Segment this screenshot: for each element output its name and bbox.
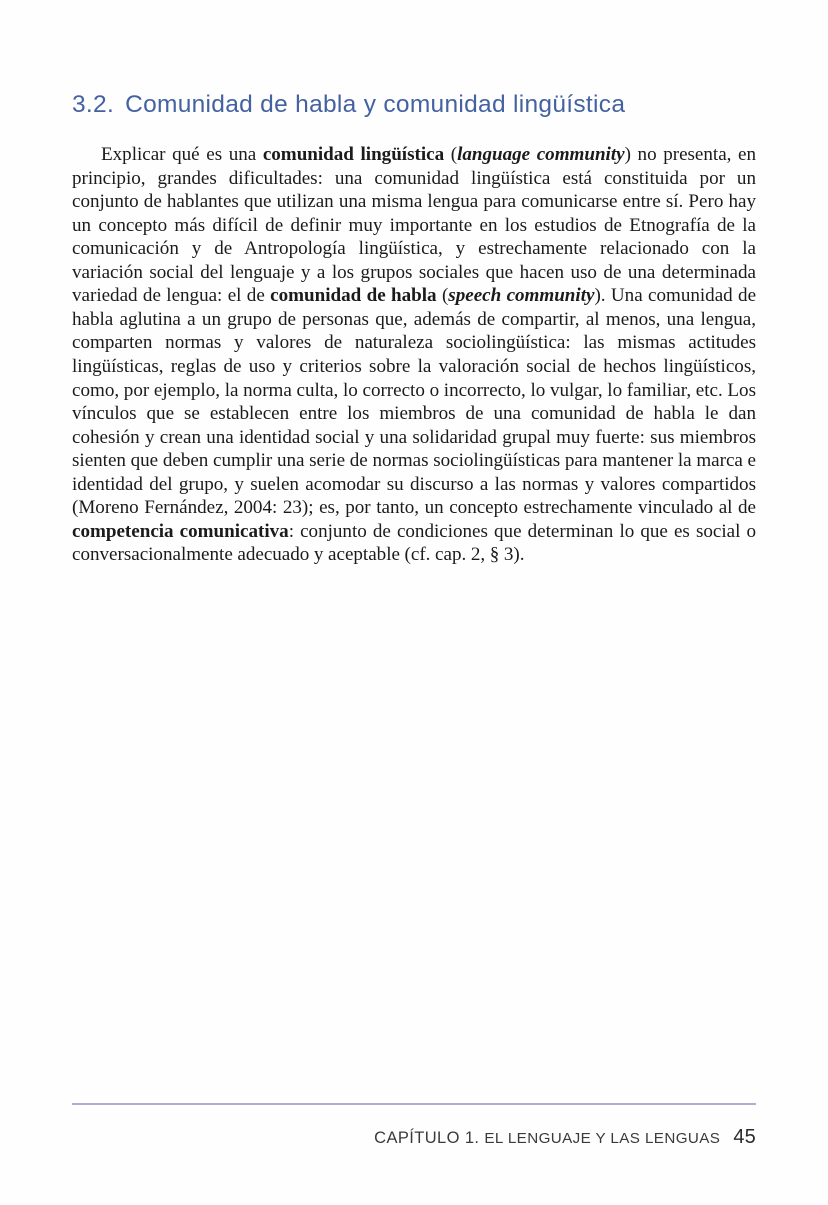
section-number: 3.2. bbox=[72, 91, 115, 119]
section-title: Comunidad de habla y comunidad lingüística bbox=[125, 91, 626, 119]
page-number: 45 bbox=[733, 1126, 756, 1148]
footer-chapter-title: EL LENGUAJE Y LAS LENGUAS bbox=[484, 1130, 721, 1147]
text-run: Explicar qué es una bbox=[101, 144, 263, 166]
emphasis-bold-italic: language community bbox=[457, 144, 625, 166]
text-run: ( bbox=[436, 285, 449, 307]
emphasis-bold-italic: speech community bbox=[448, 285, 595, 307]
emphasis-bold bbox=[457, 144, 625, 165]
footer-divider bbox=[72, 1103, 756, 1105]
emphasis-bold bbox=[448, 285, 594, 306]
text-run: ). Una comunidad de habla aglutina a un grupo de personas que, además de compartir, al menos, una lengua, comparten normas y valores de naturaleza sociolingüística: las mismas actitudes lingüísticas, reglas de uso y criterios sobre la valoración social de hechos lingüísticos, como, por ejemplo, la norma culta, lo correcto o incorrecto, lo vulgar, lo familiar, etc. Los vínculos que se establecen entre los miembros de una comunidad de habla le dan cohesión y crean una identidad social y una solidaridad grupal muy fuerte: sus miembros sienten que deben cumplir una serie de normas sociolingüísticas para mantener la marca e identidad del grupo, y suelen acomodar su discurso a las normas y valores compartidos (Moreno Fernández, 2004: 23); es, por tanto, un concepto estrechamente vinculado al de bbox=[72, 285, 757, 519]
text-run: ( bbox=[444, 144, 458, 166]
page-title bbox=[72, 90, 762, 119]
page-footer bbox=[72, 1126, 756, 1149]
body-paragraph bbox=[72, 143, 756, 567]
footer-chapter-label: CAPÍTULO 1. bbox=[374, 1129, 480, 1147]
emphasis-bold: comunidad lingüística bbox=[262, 144, 445, 166]
text-run: : conjunto de condiciones que determinan lo que es social o conversacionalmente adecuado y aceptable (cf. cap. 2, § 3). bbox=[72, 520, 756, 566]
emphasis-bold: competencia comunicativa bbox=[72, 520, 289, 542]
text-run: ) no presenta, en principio, grandes dificultades: una comunidad lingüística está constituida por un conjunto de hablantes que utilizan una misma lengua para comunicarse entre sí. Pero hay un concepto más difícil de definir muy importante en los estudios de Etnografía de la comunicación y de Antropología lingüística, y estrechamente relacionado con la variación social del lenguaje y a los grupos sociales que hacen uso de una determinada variedad de lengua: el de bbox=[72, 144, 756, 307]
emphasis-bold: comunidad de habla bbox=[270, 285, 437, 307]
